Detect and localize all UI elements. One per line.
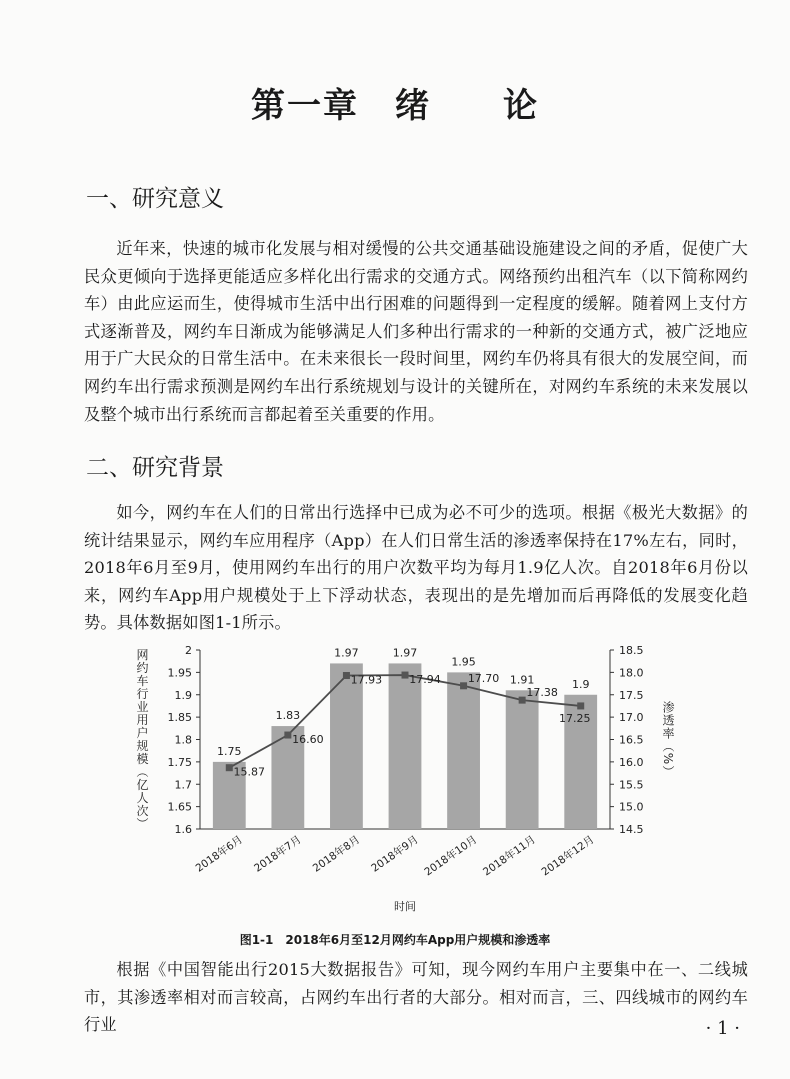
figure-chart xyxy=(120,640,690,920)
line-marker xyxy=(460,682,467,689)
line-value-label: 16.60 xyxy=(292,733,324,747)
line-value-label: 15.87 xyxy=(233,765,266,779)
paragraph-significance: 近年来，快速的城市化发展与相对缓慢的公共交通基础设施建设之间的矛盾，促使广大民众更倾向于选择更能适应多样化出行需求的交通方式。网络预约出租汽车（以下简称网约车）由此应运而生，使得城市生活中出行困难的问题得到一定程度的缓解。随着网上支付方式逐渐普及，网约车日渐成为能够满足人们多种出行需求的一种新的交通方式，被广泛地应用于广大民众的日常生活中。在未来很长一段时间里，网约车仍将具有很大的发展空间，而网约车出行需求预测是网约车出行系统规划与设计的关键所在，对网约车系统的未来发展以及整个城市出行系统而言都起着至关重要的作用。 xyxy=(84,239,748,424)
left-axis-tick-label: 1.7 xyxy=(174,778,192,792)
bar xyxy=(506,690,539,829)
section-title-significance: 一、研究意义 xyxy=(86,186,224,212)
left-axis-tick-label: 1.6 xyxy=(174,823,192,836)
combo-chart-svg xyxy=(120,640,690,920)
bar-value-label: 1.95 xyxy=(451,655,476,669)
paragraph-report: 根据《中国智能出行2015大数据报告》可知，现今网约车用户主要集中在一、二线城市，其渗透率相对而言较高，占网约车出行者的大部分。相对而言，三、四线城市的网约车行业 xyxy=(84,960,748,1035)
left-axis-tick-label: 1.95 xyxy=(167,666,192,680)
left-axis-tick-label: 1.85 xyxy=(167,711,192,725)
line-marker xyxy=(402,672,409,679)
right-axis-tick-label: 15.0 xyxy=(619,800,644,814)
line-value-label: 17.38 xyxy=(526,686,558,700)
line-value-label: 17.93 xyxy=(350,673,383,687)
right-axis-tick-label: 16.0 xyxy=(619,755,644,769)
x-axis-tick-label: 2018年8月 xyxy=(310,833,363,875)
bar xyxy=(447,672,480,829)
left-axis-tick-label: 1.75 xyxy=(167,755,192,769)
left-axis-tick-label: 2 xyxy=(185,644,192,657)
line-marker xyxy=(226,764,233,771)
right-axis-tick-label: 18.0 xyxy=(619,666,644,680)
page-number: · 1 · xyxy=(705,1018,740,1039)
line-marker xyxy=(577,702,584,709)
left-axis-tick-label: 1.65 xyxy=(167,800,192,814)
bar-value-label: 1.97 xyxy=(334,646,359,660)
right-axis-tick-label: 16.5 xyxy=(619,733,644,747)
bar-value-label: 1.97 xyxy=(392,646,418,660)
x-axis-tick-label: 2018年12月 xyxy=(539,833,597,879)
right-axis-tick-label: 14.5 xyxy=(619,823,644,836)
x-axis-title: 时间 xyxy=(394,900,416,913)
line-marker xyxy=(343,672,350,679)
bar-value-label: 1.91 xyxy=(509,673,535,687)
right-axis-tick-label: 17.0 xyxy=(619,711,644,725)
figure-caption: 图1-1 2018年6月至12月网约车App用户规模和渗透率 xyxy=(239,933,551,947)
right-axis-tick-label: 17.5 xyxy=(619,688,644,702)
section-title-background: 二、研究背景 xyxy=(86,455,224,481)
chapter-title: 第一章 绪 论 xyxy=(251,86,539,126)
right-axis-tick-label: 15.5 xyxy=(619,778,644,792)
x-axis-tick-label: 2018年7月 xyxy=(252,833,304,875)
left-axis-tick-label: 1.9 xyxy=(174,688,192,702)
line-value-label: 17.94 xyxy=(409,673,441,687)
line-value-label: 17.70 xyxy=(467,671,500,685)
line-marker xyxy=(519,697,526,704)
paragraph-background: 如今，网约车在人们的日常出行选择中已成为必不可少的选项。根据《极光大数据》的统计结果显示，网约车应用程序（App）在人们日常生活的渗透率保持在17%左右，同时，2018年6月至9月，使用网约车出行的用户次数平均为每月1.9亿人次。自2018年6月份以来，网约车App用户规模处于上下浮动状态，表现出的是先增加而后再降低的发展变化趋势。具体数据如图1-1所示。 xyxy=(84,503,748,633)
bar xyxy=(389,663,422,829)
line-marker xyxy=(284,732,291,739)
x-axis-tick-label: 2018年9月 xyxy=(369,833,421,875)
bar-value-label: 1.75 xyxy=(217,744,242,758)
left-axis-title: 网约车行业用户规模（亿人次） xyxy=(135,648,149,831)
right-axis-title: 渗透率（%） xyxy=(661,700,675,779)
bar-value-label: 1.83 xyxy=(275,709,301,723)
x-axis-tick-label: 2018年11月 xyxy=(480,833,538,879)
line-value-label: 17.25 xyxy=(558,711,591,725)
x-axis-tick-label: 2018年10月 xyxy=(422,833,480,879)
x-axis-tick-label: 2018年6月 xyxy=(193,833,246,875)
bar-value-label: 1.9 xyxy=(571,677,590,691)
right-axis-tick-label: 18.5 xyxy=(619,644,644,657)
left-axis-tick-label: 1.8 xyxy=(174,733,192,747)
